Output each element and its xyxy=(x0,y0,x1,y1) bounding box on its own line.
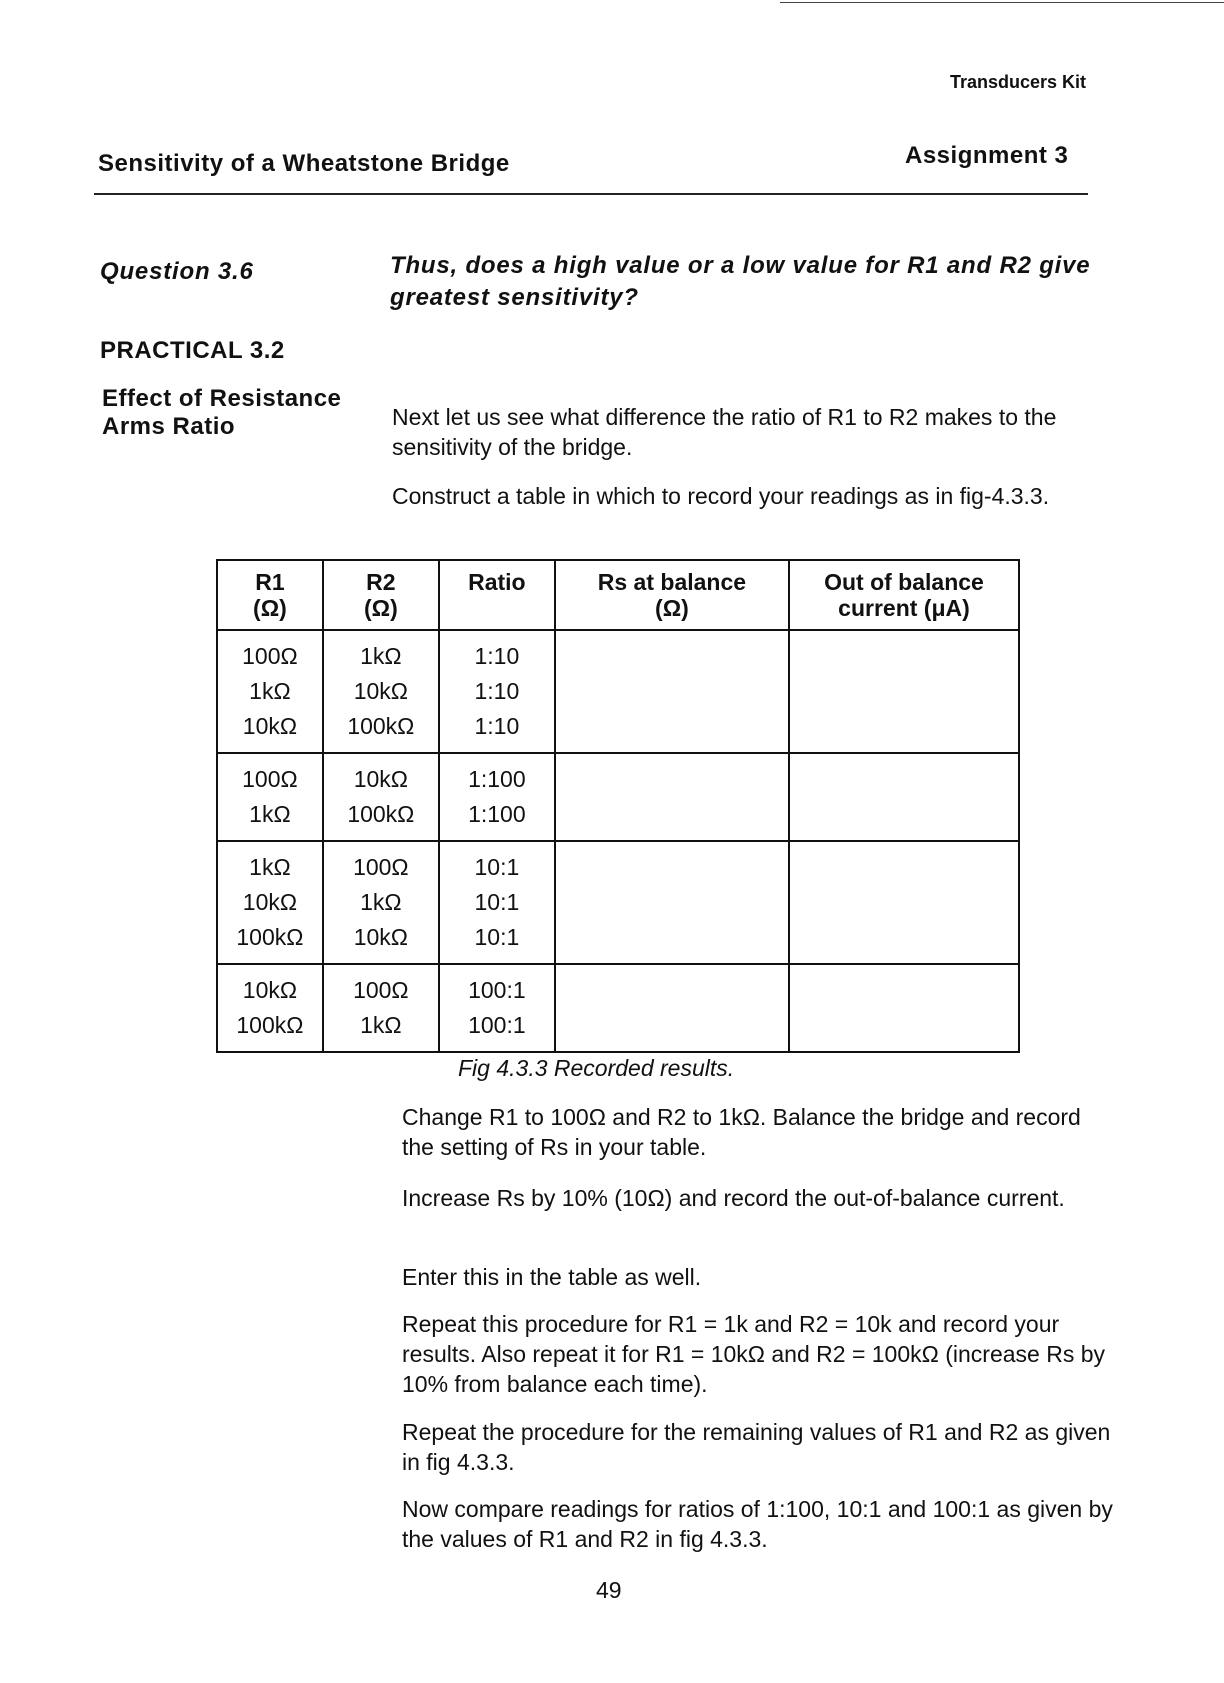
r2-cell: 10kΩ 100kΩ xyxy=(323,753,439,841)
results-table xyxy=(216,559,1020,1053)
ratio-cell: 1:100 1:100 xyxy=(439,753,555,841)
repeat-paragraph: Repeat this procedure for R1 = 1k and R2 = 10k and record your results. Also repeat it for R1 = 10kΩ and R2 = 100kΩ (increase Rs by 10% from balance each time). xyxy=(402,1311,1106,1397)
header-r1: R1 (Ω) xyxy=(217,560,323,630)
current-cell xyxy=(789,753,1019,841)
page-number: 49 xyxy=(596,1577,622,1603)
table-row xyxy=(217,841,1019,964)
section-title: Sensitivity of a Wheatstone Bridge xyxy=(98,150,510,177)
change-paragraph: Change R1 to 100Ω and R2 to 1kΩ. Balance the bridge and record the setting of Rs in your table. xyxy=(402,1104,1081,1160)
rs-cell xyxy=(555,630,789,753)
header-current: Out of balance current (μA) xyxy=(789,560,1019,630)
ratio-cell: 100:1 100:1 xyxy=(439,964,555,1052)
practical-heading: Effect of Resistance Arms Ratio xyxy=(102,385,342,440)
r1-cell: 100Ω 1kΩ xyxy=(217,753,323,841)
r2-cell: 100Ω 1kΩ 10kΩ xyxy=(323,841,439,964)
construct-paragraph: Construct a table in which to record your readings as in fig-4.3.3. xyxy=(392,483,1050,509)
current-cell xyxy=(789,841,1019,964)
assignment-label: Assignment 3 xyxy=(905,142,1069,169)
header-ratio: Ratio xyxy=(439,560,555,630)
compare-paragraph: Now compare readings for ratios of 1:100, 10:1 and 100:1 as given by the values of R1 and R2 in fig 4.3.3. xyxy=(402,1496,1113,1552)
r2-cell: 1kΩ 10kΩ 100kΩ xyxy=(323,630,439,753)
r1-cell: 1kΩ 10kΩ 100kΩ xyxy=(217,841,323,964)
question-label: Question 3.6 xyxy=(100,258,254,285)
table-header-row xyxy=(217,560,1019,630)
r1-cell: 10kΩ 100kΩ xyxy=(217,964,323,1052)
question-text: Thus, does a high value or a low value for R1 and R2 give greatest sensitivity? xyxy=(390,252,1091,311)
ratio-cell: 10:1 10:1 10:1 xyxy=(439,841,555,964)
r1-cell: 100Ω 1kΩ 10kΩ xyxy=(217,630,323,753)
current-cell xyxy=(789,964,1019,1052)
rs-cell xyxy=(555,753,789,841)
increase-paragraph: Increase Rs by 10% (10Ω) and record the out-of-balance current. xyxy=(402,1185,1065,1211)
table-row xyxy=(217,964,1019,1052)
header-divider xyxy=(94,193,1088,195)
current-cell xyxy=(789,630,1019,753)
r2-cell: 100Ω 1kΩ xyxy=(323,964,439,1052)
kit-name: Transducers Kit xyxy=(950,72,1087,92)
table-row xyxy=(217,753,1019,841)
rs-cell xyxy=(555,964,789,1052)
enter-paragraph: Enter this in the table as well. xyxy=(402,1264,702,1290)
table-row xyxy=(217,630,1019,753)
header-r2: R2 (Ω) xyxy=(323,560,439,630)
intro-paragraph: Next let us see what difference the ratio of R1 to R2 makes to the sensitivity of the bridge. xyxy=(392,404,1057,460)
practical-label: PRACTICAL 3.2 xyxy=(100,337,285,364)
top-edge-rule xyxy=(780,2,1224,3)
ratio-cell: 1:10 1:10 1:10 xyxy=(439,630,555,753)
rs-cell xyxy=(555,841,789,964)
figure-caption: Fig 4.3.3 Recorded results. xyxy=(458,1055,735,1081)
repeat-remaining-paragraph: Repeat the procedure for the remaining values of R1 and R2 as given in fig 4.3.3. xyxy=(402,1419,1111,1475)
header-rs: Rs at balance (Ω) xyxy=(555,560,789,630)
